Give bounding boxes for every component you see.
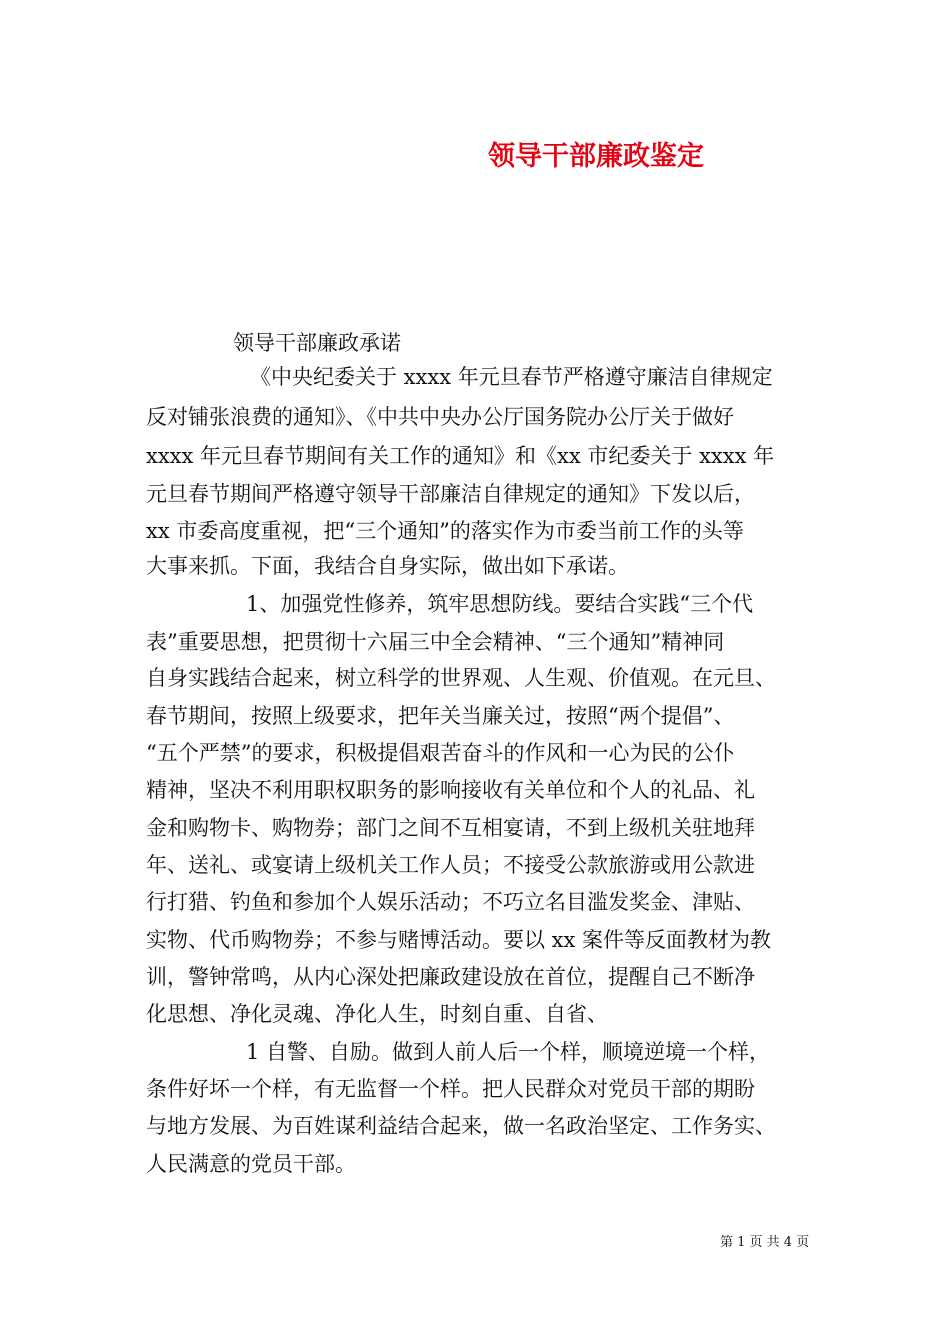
body-line: 元旦春节期间严格遵守领导干部廉洁自律规定的通知》下发以后， — [146, 482, 755, 506]
body-line: 大事来抓。下面，我结合自身实际，做出如下承诺。 — [146, 554, 629, 578]
body-line: 1、加强党性修养，筑牢思想防线。要结合实践“三个代 — [246, 592, 754, 616]
body-line: 1 自警、自励。做到人前人后一个样，顺境逆境一个样， — [246, 1040, 771, 1064]
body-line: 条件好坏一个样，有无监督一个样。把人民群众对党员干部的期盼 — [146, 1077, 755, 1101]
section-heading: 领导干部廉政承诺 — [233, 331, 401, 355]
body-line: 《中央纪委关于 xxxx 年元旦春节严格遵守廉洁自律规定 — [250, 365, 773, 389]
body-line: 实物、代币购物券；不参与赌博活动。要以 xx 案件等反面教材为教 — [146, 928, 772, 952]
body-line: xxxx 年元旦春节期间有关工作的通知》和《xx 市纪委关于 xxxx 年 — [146, 444, 775, 468]
body-line: 自身实践结合起来，树立科学的世界观、人生观、价值观。在元旦、 — [146, 666, 776, 690]
body-line: 人民满意的党员干部。 — [146, 1152, 356, 1176]
body-line: 行打猎、钓鱼和参加个人娱乐活动；不巧立名目滥发奖金、津贴、 — [146, 890, 755, 914]
body-line: 与地方发展、为百姓谋利益结合起来，做一名政治坚定、工作务实、 — [146, 1114, 776, 1138]
document-title: 领导干部廉政鉴定 — [488, 141, 704, 172]
body-line: 反对铺张浪费的通知》、《中共中央办公厅国务院办公厅关于做好 — [146, 405, 734, 429]
body-line: 化思想、净化灵魂、净化人生，时刻自重、自省、 — [146, 1002, 608, 1026]
body-line: 训，警钟常鸣，从内心深处把廉政建设放在首位，提醒自己不断净 — [146, 965, 755, 989]
page-number-footer: 第 1 页 共 4 页 — [720, 1235, 810, 1250]
body-line: 年、送礼、或宴请上级机关工作人员；不接受公款旅游或用公款进 — [146, 853, 755, 877]
body-line: 表”重要思想，把贯彻十六届三中全会精神、“三个通知”精神同 — [146, 630, 725, 654]
body-line: xx 市委高度重视，把“三个通知”的落实作为市委当前工作的头等 — [146, 519, 744, 543]
body-line: 春节期间，按照上级要求，把年关当廉关过，按照“两个提倡”、 — [146, 704, 735, 728]
body-line: “五个严禁”的要求，积极提倡艰苦奋斗的作风和一心为民的公仆 — [146, 741, 735, 765]
body-line: 精神，坚决不利用职权职务的影响接收有关单位和个人的礼品、礼 — [146, 778, 755, 802]
body-line: 金和购物卡、购物券；部门之间不互相宴请，不到上级机关驻地拜 — [146, 816, 755, 840]
